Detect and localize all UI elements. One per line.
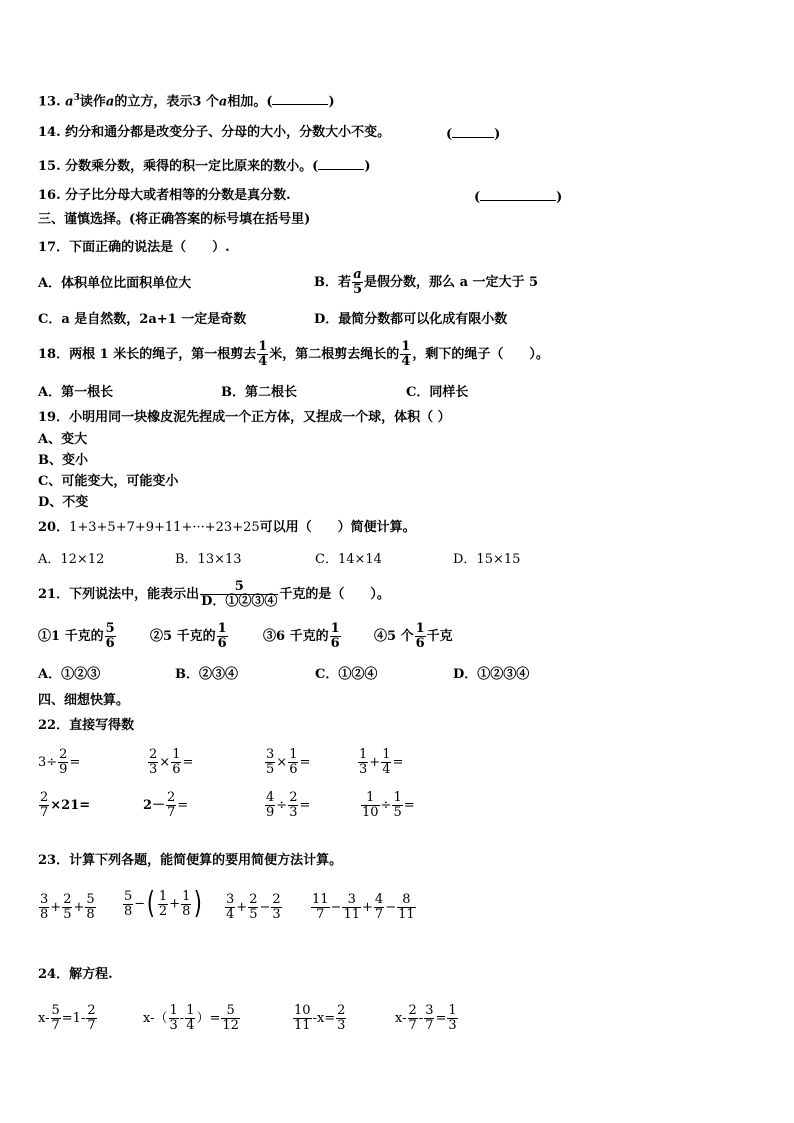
- fraction: $\frac{1}{5}$: [393, 790, 402, 820]
- answer-blank[interactable]: [318, 157, 364, 170]
- fraction: $\frac{2}{7}$: [408, 1003, 417, 1033]
- q22-expression-5: $\frac{2}{7}$ ×21=: [40, 790, 91, 820]
- q22-expression-4: $\frac{1}{3}$ + $\frac{1}{4}$ =: [359, 747, 404, 777]
- q21-option-b[interactable]: B．②③④: [175, 667, 238, 682]
- answer-blank[interactable]: [480, 188, 556, 201]
- fraction: $\frac{5}{8}$: [124, 888, 133, 919]
- q23-expression-3: $\frac{3}{4}$ + $\frac{2}{5}$ − $\frac{2}{3}$: [226, 892, 281, 922]
- fraction: $\frac{2}{7}$: [40, 790, 49, 820]
- fraction: $\frac{a}{5}$: [353, 267, 363, 297]
- answer-blank[interactable]: [452, 125, 494, 138]
- fraction: $\frac{1}{6}$: [415, 621, 425, 651]
- question-16-answer: ( ): [474, 190, 563, 205]
- fraction: $\frac{8}{11}$: [398, 892, 415, 922]
- fraction: $\frac{1}{4}$: [401, 339, 411, 369]
- fraction: $\frac{3}{8}$: [40, 892, 49, 922]
- fraction: $\frac{1}{2}$: [158, 888, 168, 919]
- q17-option-d[interactable]: D．最简分数都可以化成有限小数: [314, 312, 508, 327]
- fraction: $\frac{5}{\text{D．①②③④}}$: [201, 579, 278, 609]
- fraction: $\frac{10}{11}$: [294, 1003, 311, 1033]
- fraction: $\frac{2}{5}$: [249, 892, 258, 922]
- fraction: $\frac{2}{3}$: [337, 1003, 346, 1033]
- q21-option-a[interactable]: A．①②③: [38, 667, 101, 682]
- q24-equation-2: x-（ $\frac{1}{3}$ - $\frac{1}{4}$ ）= $\frac{5}{12}$: [143, 1003, 239, 1033]
- fraction: $\frac{5}{7}$: [51, 1003, 60, 1033]
- fraction: $\frac{3}{4}$: [226, 892, 235, 922]
- question-16: 16. 分子比分母大或者相等的分数是真分数.: [38, 188, 291, 203]
- q19-option-d[interactable]: D、不变: [38, 495, 89, 510]
- q17-option-b[interactable]: B．若 $\frac{a}{5}$ 是假分数，那么 a 一定大于 5: [314, 267, 539, 297]
- question-14: 14. 约分和通分都是改变分子、分母的大小，分数大小不变。: [38, 125, 391, 140]
- question-18-stem: 18．两根 1 米长的绳子，第一根剪去 $\frac{1}{4}$ 米，第二根剪去绳长的 $\frac{1}{4}$ ，剩下的绳子（ ）。: [38, 339, 549, 369]
- fraction: $\frac{1}{6}$: [172, 747, 181, 777]
- question-21-stem: 21．下列说法中，能表示出 $\frac{5}{\text{D．①②③④}}$ 千克的是（ ）。: [38, 579, 390, 609]
- fraction: $\frac{3}{5}$: [266, 747, 275, 777]
- q22-expression-6: 2－ $\frac{2}{7}$ =: [143, 790, 189, 820]
- question-23-stem: 23．计算下列各题，能简便算的要用简便方法计算。: [38, 853, 343, 868]
- fraction: $\frac{1}{6}$: [289, 747, 298, 777]
- fraction: $\frac{1}{3}$: [448, 1003, 457, 1033]
- fraction: $\frac{1}{4}$: [186, 1003, 195, 1033]
- question-20-stem: 20．1+3+5+7+9+11+···+23+25可以用（ ）简便计算。: [38, 520, 416, 535]
- q22-expression-1: 3÷ $\frac{2}{9}$ =: [38, 747, 81, 777]
- fraction: $\frac{1}{4}$: [382, 747, 391, 777]
- fraction: $\frac{3}{7}$: [425, 1003, 434, 1033]
- question-17-stem: 17．下面正确的说法是（ ）.: [38, 240, 230, 255]
- q18-option-c[interactable]: C．同样长: [406, 385, 469, 400]
- q23-expression-4: $\frac{11}{7}$ − $\frac{3}{11}$ + $\frac{4}{7}$ − $\frac{8}{11}$: [312, 892, 415, 922]
- q19-option-b[interactable]: B、变小: [38, 453, 88, 468]
- q17-option-a[interactable]: A．体积单位比面积单位大: [38, 276, 192, 291]
- q22-expression-2: $\frac{2}{3}$ × $\frac{1}{6}$ =: [149, 747, 194, 777]
- q20-option-b[interactable]: B．13×13: [175, 552, 242, 567]
- q21-statement-3: ③6 千克的 $\frac{1}{6}$: [263, 621, 340, 651]
- q18-option-a[interactable]: A．第一根长: [38, 385, 114, 400]
- fraction: $\frac{4}{9}$: [266, 790, 275, 820]
- q19-option-a[interactable]: A、变大: [38, 432, 88, 447]
- q23-expression-2: $\frac{5}{8}$ −( $\frac{1}{2}$ + $\frac{1}{8}$ ): [124, 886, 203, 921]
- q18-option-b[interactable]: B．第二根长: [221, 385, 297, 400]
- fraction: $\frac{2}{3}$: [289, 790, 298, 820]
- q21-statement-4: ④5 个 $\frac{1}{6}$ 千克: [374, 621, 453, 651]
- fraction: $\frac{11}{7}$: [312, 892, 329, 922]
- q20-option-c[interactable]: C．14×14: [315, 552, 382, 567]
- answer-blank[interactable]: [272, 92, 328, 105]
- q22-expression-3: $\frac{3}{5}$ × $\frac{1}{6}$ =: [266, 747, 311, 777]
- question-15: 15. 分数乘分数，乘得的积一定比原来的数小。( ): [38, 159, 371, 174]
- q23-expression-1: $\frac{3}{8}$ + $\frac{2}{5}$ + $\frac{5}{8}$: [40, 892, 95, 922]
- q20-option-d[interactable]: D．15×15: [453, 552, 521, 567]
- q24-equation-3: $\frac{10}{11}$ -x= $\frac{2}{3}$: [294, 1003, 346, 1033]
- question-14-answer: ( ): [446, 127, 501, 142]
- q19-option-c[interactable]: C、可能变大，可能变小: [38, 474, 179, 489]
- q21-option-d[interactable]: D．①②③④: [453, 667, 530, 682]
- q24-equation-4: x- $\frac{2}{7}$ - $\frac{3}{7}$ = $\frac{1}{3}$: [395, 1003, 457, 1033]
- section-4-heading: 四、细想快算。: [38, 693, 130, 708]
- fraction: $\frac{2}{7}$: [87, 1003, 96, 1033]
- fraction: $\frac{1}{10}$: [362, 790, 379, 820]
- fraction: $\frac{2}{3}$: [272, 892, 281, 922]
- q21-statement-1: ①1 千克的 $\frac{5}{6}$: [38, 621, 115, 651]
- fraction: $\frac{2}{5}$: [63, 892, 72, 922]
- question-19-stem: 19．小明用同一块橡皮泥先捏成一个正方体，又捏成一个球，体积（ ）: [38, 410, 451, 425]
- q17-option-c[interactable]: C．a 是自然数，2a+1 一定是奇数: [38, 312, 247, 327]
- fraction: $\frac{1}{3}$: [169, 1003, 178, 1033]
- fraction: $\frac{5}{6}$: [105, 621, 115, 651]
- fraction: $\frac{2}{9}$: [59, 747, 68, 777]
- q21-statement-2: ②5 千克的 $\frac{1}{6}$: [150, 621, 227, 651]
- q24-equation-1: x- $\frac{5}{7}$ =1- $\frac{2}{7}$: [38, 1003, 96, 1033]
- fraction: $\frac{1}{6}$: [217, 621, 227, 651]
- question-22-stem: 22．直接写得数: [38, 718, 135, 733]
- fraction: $\frac{5}{8}$: [86, 892, 95, 922]
- fraction: $\frac{1}{4}$: [258, 339, 268, 369]
- fraction: $\frac{5}{12}$: [222, 1003, 239, 1033]
- q22-expression-8: $\frac{1}{10}$ ÷ $\frac{1}{5}$ =: [362, 790, 415, 820]
- question-13: 13. $a^3$读作a的立方，表示3 个a相加。( ): [38, 93, 335, 110]
- question-24-stem: 24．解方程.: [38, 967, 113, 982]
- fraction: $\frac{1}{8}$: [182, 888, 191, 919]
- q22-expression-7: $\frac{4}{9}$ ÷ $\frac{2}{3}$ =: [266, 790, 311, 820]
- section-3-heading: 三、谨慎选择。(将正确答案的标号填在括号里): [38, 212, 311, 227]
- fraction: $\frac{4}{7}$: [374, 892, 384, 922]
- q21-option-c[interactable]: C．①②④: [315, 667, 378, 682]
- fraction: $\frac{1}{3}$: [359, 747, 368, 777]
- fraction: $\frac{1}{6}$: [330, 621, 340, 651]
- fraction: $\frac{2}{7}$: [167, 790, 176, 820]
- q20-option-a[interactable]: A．12×12: [38, 552, 105, 567]
- fraction: $\frac{2}{3}$: [149, 747, 158, 777]
- fraction: $\frac{3}{11}$: [343, 892, 360, 922]
